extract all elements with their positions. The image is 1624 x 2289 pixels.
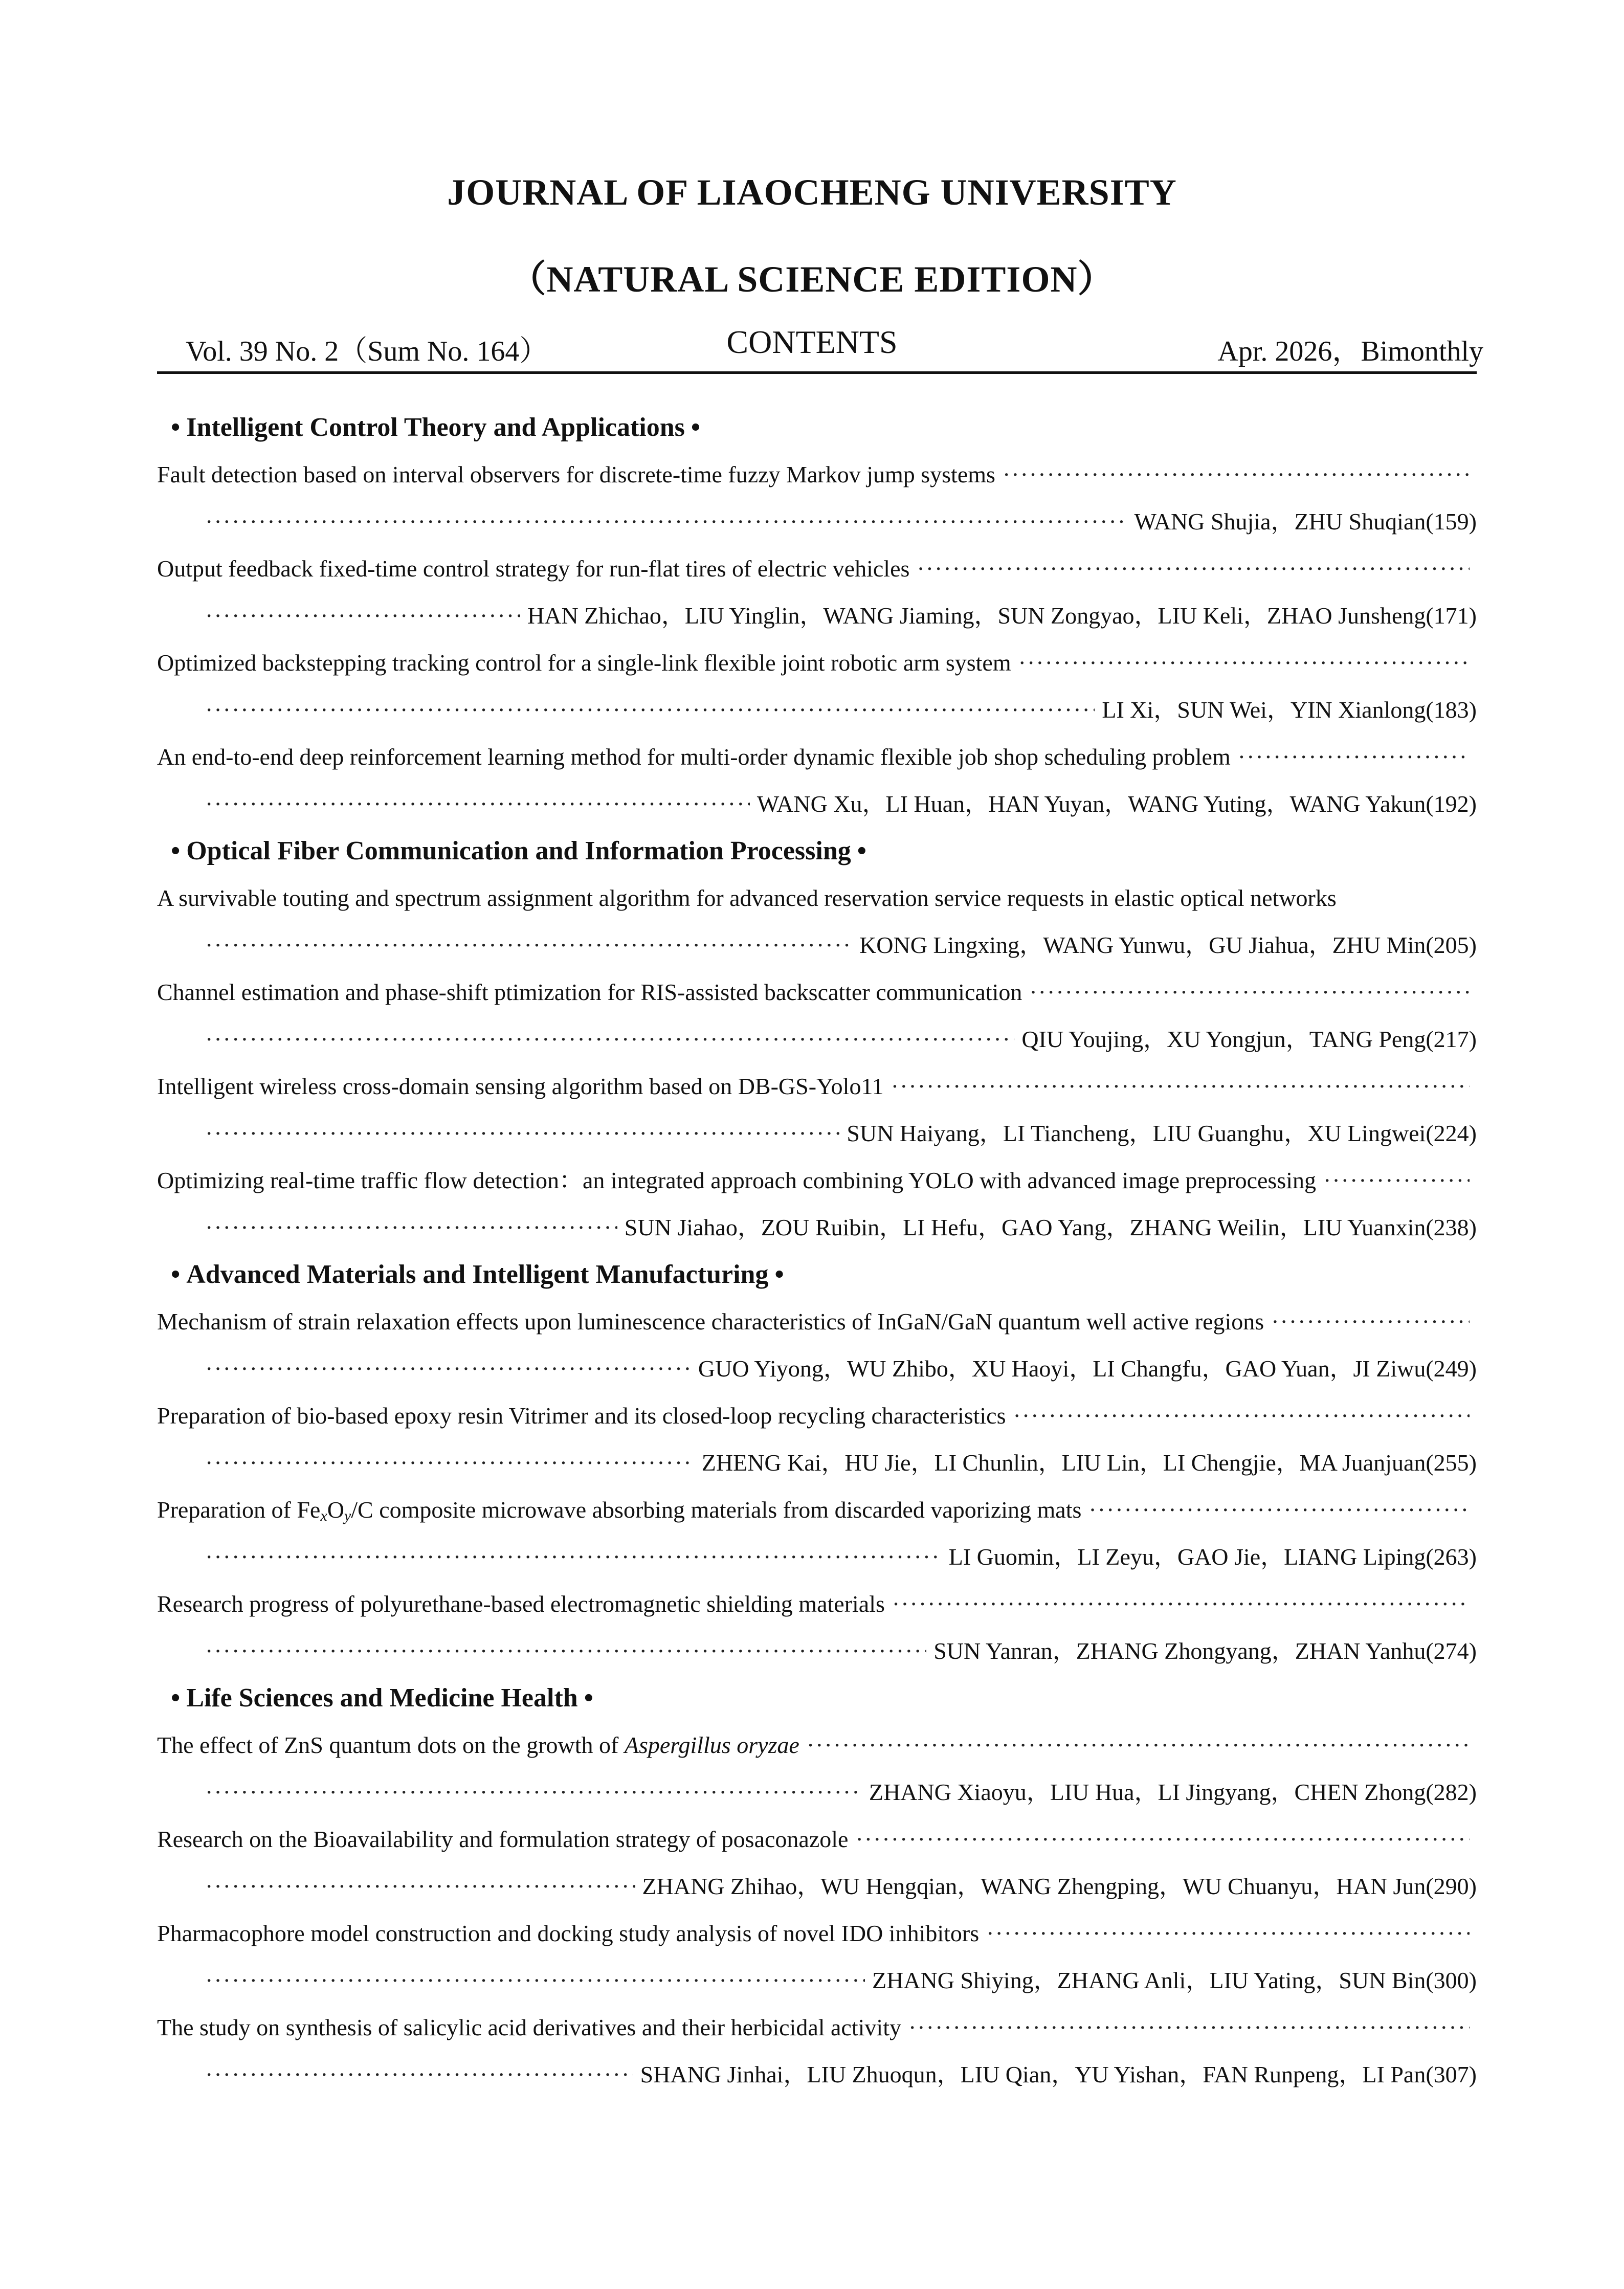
- page-number: (274): [1426, 1638, 1477, 1664]
- dot-leader: [1323, 1157, 1470, 1204]
- article-authors: GUO Yiyong，WU Zhibo，XU Haoyi，LI Changfu，GAO Yuan，JI Ziwu: [698, 1355, 1426, 1382]
- article-author-line: [157, 1534, 1477, 1581]
- article-title[interactable]: Research progress of polyurethane-based electromagnetic shielding materials: [157, 1591, 885, 1617]
- article-title[interactable]: Preparation of $Fe_xO_y/C$ composite microwave absorbing materials from discarded vaporizing mats: [157, 1497, 1082, 1524]
- article-authors: QIU Youjing，XU Yongjun，TANG Peng: [1021, 1026, 1426, 1052]
- page-number: (300): [1426, 1967, 1477, 1993]
- article-title-line: [157, 969, 1477, 1016]
- article-title[interactable]: Channel estimation and phase-shift ptimization for RIS-assisted backscatter communication: [157, 979, 1022, 1005]
- article-author-line: [157, 1863, 1477, 1910]
- article-title[interactable]: A survivable touting and spectrum assignment algorithm for advanced reservation service requests in elastic optical networks: [157, 885, 1337, 911]
- article-title[interactable]: The effect of ZnS quantum dots on the growth of Aspergillus oryzae: [157, 1732, 799, 1758]
- article-author-line: [157, 781, 1477, 828]
- volume-info: Vol. 39 No. 2（Sum No. 164）: [186, 336, 548, 367]
- article-title-line: [157, 639, 1477, 686]
- section-heading: • Life Sciences and Medicine Health •: [171, 1683, 593, 1713]
- article-title-line: [157, 1816, 1477, 1863]
- page-number: (192): [1426, 791, 1477, 817]
- article-author-line: [157, 1110, 1477, 1157]
- dot-leader: [205, 1534, 942, 1581]
- dot-leader: [205, 2051, 633, 2098]
- page-number: (290): [1426, 1873, 1477, 1899]
- article-authors: LI Guomin，LI Zeyu，GAO Jie，LIANG Liping: [948, 1544, 1426, 1570]
- article-title-line: [157, 1157, 1477, 1204]
- article-title[interactable]: Optimizing real-time traffic flow detection：an integrated approach combining YOLO with advanced image preprocessing: [157, 1167, 1316, 1193]
- article-title-line: [157, 1581, 1477, 1628]
- page-number: (224): [1426, 1120, 1477, 1146]
- article-title-line: [157, 1392, 1477, 1439]
- page-number: (171): [1426, 603, 1477, 629]
- article-author-line: [157, 1628, 1477, 1675]
- page-number: (238): [1426, 1214, 1477, 1240]
- article-title[interactable]: Intelligent wireless cross-domain sensing algorithm based on DB-GS-Yolo11: [157, 1073, 884, 1099]
- article-authors: ZHANG Zhihao，WU Hengqian，WANG Zhengping，WU Chuanyu，HAN Jun: [642, 1873, 1426, 1899]
- article-authors: WANG Shujia，ZHU Shuqian: [1134, 508, 1426, 535]
- dot-leader: [205, 1439, 695, 1486]
- article-authors: SUN Haiyang，LI Tiancheng，LIU Guanghu，XU Lingwei: [847, 1120, 1426, 1146]
- page-number: (263): [1426, 1544, 1477, 1570]
- dot-leader: [205, 686, 1095, 734]
- article-title[interactable]: Output feedback fixed-time control strategy for run-flat tires of electric vehicles: [157, 555, 910, 582]
- dot-leader: [205, 1863, 635, 1910]
- article-title[interactable]: An end-to-end deep reinforcement learning method for multi-order dynamic flexible job shop scheduling problem: [157, 744, 1231, 770]
- article-author-line: [157, 2051, 1477, 2098]
- section-heading: • Intelligent Control Theory and Applications •: [171, 413, 701, 442]
- article-title-line: [157, 545, 1477, 592]
- page-number: (183): [1426, 697, 1477, 723]
- page-number: (307): [1426, 2061, 1477, 2087]
- article-authors: ZHANG Shiying，ZHANG Anli，LIU Yating，SUN Bin: [872, 1967, 1426, 1993]
- dot-leader: [1088, 1486, 1470, 1534]
- dot-leader: [1018, 639, 1470, 686]
- dot-leader: [205, 1957, 865, 2004]
- article-author-line: [157, 1204, 1477, 1251]
- article-title-line: [157, 875, 1477, 922]
- article-author-line: [157, 1769, 1477, 1816]
- article-authors: SUN Yanran，ZHANG Zhongyang，ZHAN Yanhu: [933, 1638, 1426, 1664]
- dot-leader: [205, 1628, 926, 1675]
- dot-leader: [1013, 1392, 1470, 1439]
- article-authors: HAN Zhichao，LIU Yinglin，WANG Jiaming，SUN Zongyao，LIU Keli，ZHAO Junsheng: [527, 603, 1426, 629]
- dot-leader: [205, 922, 852, 969]
- dot-leader: [855, 1816, 1470, 1863]
- issue-date: Apr. 2026，Bimonthly: [1217, 336, 1483, 367]
- article-title-line: [157, 1910, 1477, 1957]
- article-author-line: [157, 922, 1477, 969]
- dot-leader: [1003, 451, 1470, 498]
- page-number: (159): [1426, 508, 1477, 535]
- article-title[interactable]: Preparation of bio-based epoxy resin Vitrimer and its closed-loop recycling characteristics: [157, 1403, 1006, 1429]
- article-title-line: [157, 734, 1477, 781]
- article-title-line: [157, 2004, 1477, 2051]
- table-of-contents: [157, 404, 1477, 2098]
- article-authors: ZHANG Xiaoyu，LIU Hua，LI Jingyang，CHEN Zhong: [869, 1779, 1426, 1805]
- article-authors: SHANG Jinhai，LIU Zhuoqun，LIU Qian，YU Yishan，FAN Runpeng，LI Pan: [640, 2061, 1426, 2087]
- page-number: (249): [1426, 1355, 1477, 1382]
- page-number: (282): [1426, 1779, 1477, 1805]
- dot-leader: [205, 1769, 862, 1816]
- article-author-line: [157, 1957, 1477, 2004]
- article-author-line: [157, 592, 1477, 639]
- article-title-line: [157, 1298, 1477, 1345]
- article-author-line: [157, 1439, 1477, 1486]
- dot-leader: [807, 1722, 1470, 1769]
- dot-leader: [205, 1204, 617, 1251]
- dot-leader: [986, 1910, 1470, 1957]
- article-author-line: [157, 686, 1477, 734]
- article-title-line: [157, 1486, 1477, 1534]
- article-title-line: [157, 1722, 1477, 1769]
- dot-leader: [892, 1581, 1470, 1628]
- contents-heading: CONTENTS: [726, 324, 898, 360]
- article-title[interactable]: Fault detection based on interval observers for discrete-time fuzzy Markov jump systems: [157, 461, 995, 487]
- dot-leader: [908, 2004, 1470, 2051]
- dot-leader: [891, 1063, 1470, 1110]
- journal-edition: （NATURAL SCIENCE EDITION）: [509, 259, 1115, 300]
- article-author-line: [157, 1345, 1477, 1392]
- dot-leader: [205, 781, 750, 828]
- article-title[interactable]: The study on synthesis of salicylic acid derivatives and their herbicidal activity: [157, 2014, 901, 2040]
- article-authors: KONG Lingxing，WANG Yunwu，GU Jiahua，ZHU Min: [859, 932, 1426, 958]
- dot-leader: [205, 592, 520, 639]
- article-title[interactable]: Mechanism of strain relaxation effects upon luminescence characteristics of InGaN/GaN quantum well active regions: [157, 1308, 1264, 1335]
- article-authors: WANG Xu，LI Huan，HAN Yuyan，WANG Yuting，WANG Yakun: [757, 791, 1426, 817]
- article-title-line: [157, 1063, 1477, 1110]
- page-number: (205): [1426, 932, 1477, 958]
- article-author-line: [157, 1016, 1477, 1063]
- dot-leader: [205, 1110, 839, 1157]
- article-title[interactable]: Research on the Bioavailability and formulation strategy of posaconazole: [157, 1826, 849, 1852]
- journal-title: JOURNAL OF LIAOCHENG UNIVERSITY: [447, 172, 1177, 213]
- page-number: (255): [1426, 1450, 1477, 1476]
- dot-leader: [1238, 734, 1470, 781]
- article-authors: ZHENG Kai，HU Jie，LI Chunlin，LIU Lin，LI Chengjie，MA Juanjuan: [701, 1450, 1426, 1476]
- header-rule: [157, 371, 1477, 374]
- dot-leader: [1271, 1298, 1470, 1345]
- dot-leader: [917, 545, 1470, 592]
- section-heading: • Optical Fiber Communication and Information Processing •: [171, 836, 866, 865]
- article-author-line: [157, 498, 1477, 545]
- page-number: (217): [1426, 1026, 1477, 1052]
- article-title-line: [157, 451, 1477, 498]
- dot-leader: [205, 1345, 691, 1392]
- article-authors: SUN Jiahao，ZOU Ruibin，LI Hefu，GAO Yang，ZHANG Weilin，LIU Yuanxin: [624, 1214, 1426, 1240]
- article-title[interactable]: Pharmacophore model construction and docking study analysis of novel IDO inhibitors: [157, 1920, 980, 1946]
- article-title[interactable]: Optimized backstepping tracking control for a single-link flexible joint robotic arm system: [157, 650, 1011, 676]
- dot-leader: [1029, 969, 1470, 1016]
- dot-leader: [205, 1016, 1014, 1063]
- dot-leader: [205, 498, 1127, 545]
- section-heading: • Advanced Materials and Intelligent Manufacturing •: [171, 1260, 784, 1289]
- article-authors: LI Xi，SUN Wei，YIN Xianlong: [1102, 697, 1426, 723]
